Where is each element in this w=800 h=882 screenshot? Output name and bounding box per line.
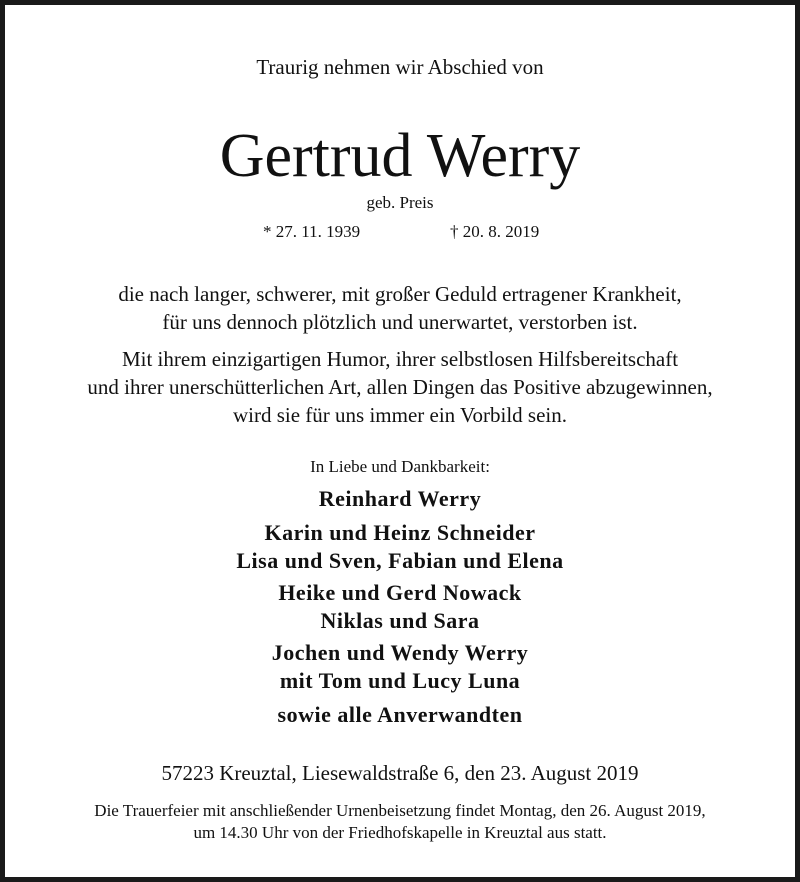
note-line: Die Trauerfeier mit anschließender Urnenbeisetzung findet Montag, den 26. August 2019, [94, 801, 706, 820]
paragraph-line: und ihrer unerschütterlichen Art, allen Dingen das Positive abzugewinnen, [87, 375, 713, 399]
mourner-group [5, 701, 795, 729]
mourner-name: Jochen und Wendy Werry [271, 640, 529, 665]
note-line: um 14.30 Uhr von der Friedhofskapelle in Kreuztal aus statt. [193, 823, 607, 842]
paragraph-line: Mit ihrem einzigartigen Humor, ihrer selbstlosen Hilfsbereitschaft [121, 347, 679, 371]
mourners-intro: In Liebe und Dankbarkeit: [310, 457, 490, 476]
mourner-name: Karin und Heinz Schneider [264, 520, 536, 545]
paragraph-line: die nach langer, schwerer, mit großer Geduld ertragener Krankheit, [118, 282, 682, 306]
mourner-group [5, 485, 795, 513]
birth-date: * 27. 11. 1939 [263, 222, 361, 241]
paragraph-line: für uns dennoch plötzlich und unerwartet, verstorben ist. [162, 310, 638, 334]
mourner-name: sowie alle Anverwandten [277, 702, 523, 727]
maiden-name: geb. Preis [366, 193, 434, 212]
mourner-name: Reinhard Werry [318, 486, 482, 511]
mourner-name: Niklas und Sara [320, 608, 480, 633]
death-date: † 20. 8. 2019 [450, 222, 540, 241]
intro-text: Traurig nehmen wir Abschied von [256, 55, 544, 79]
mourner-name: mit Tom und Lucy Luna [279, 668, 521, 693]
tribute-paragraph [5, 345, 795, 429]
mourner-group [5, 639, 795, 695]
place-and-date: 57223 Kreuztal, Liesewaldstraße 6, den 23. August 2019 [161, 761, 639, 785]
mourner-name: Lisa und Sven, Fabian und Elena [236, 548, 564, 573]
funeral-note [5, 800, 795, 844]
deceased-name: Gertrud Werry [219, 122, 581, 190]
paragraph-line: wird sie für uns immer ein Vorbild sein. [232, 403, 568, 427]
mourner-name: Heike und Gerd Nowack [278, 580, 522, 605]
illness-paragraph [5, 280, 795, 336]
mourner-group [5, 519, 795, 575]
mourner-group [5, 579, 795, 635]
